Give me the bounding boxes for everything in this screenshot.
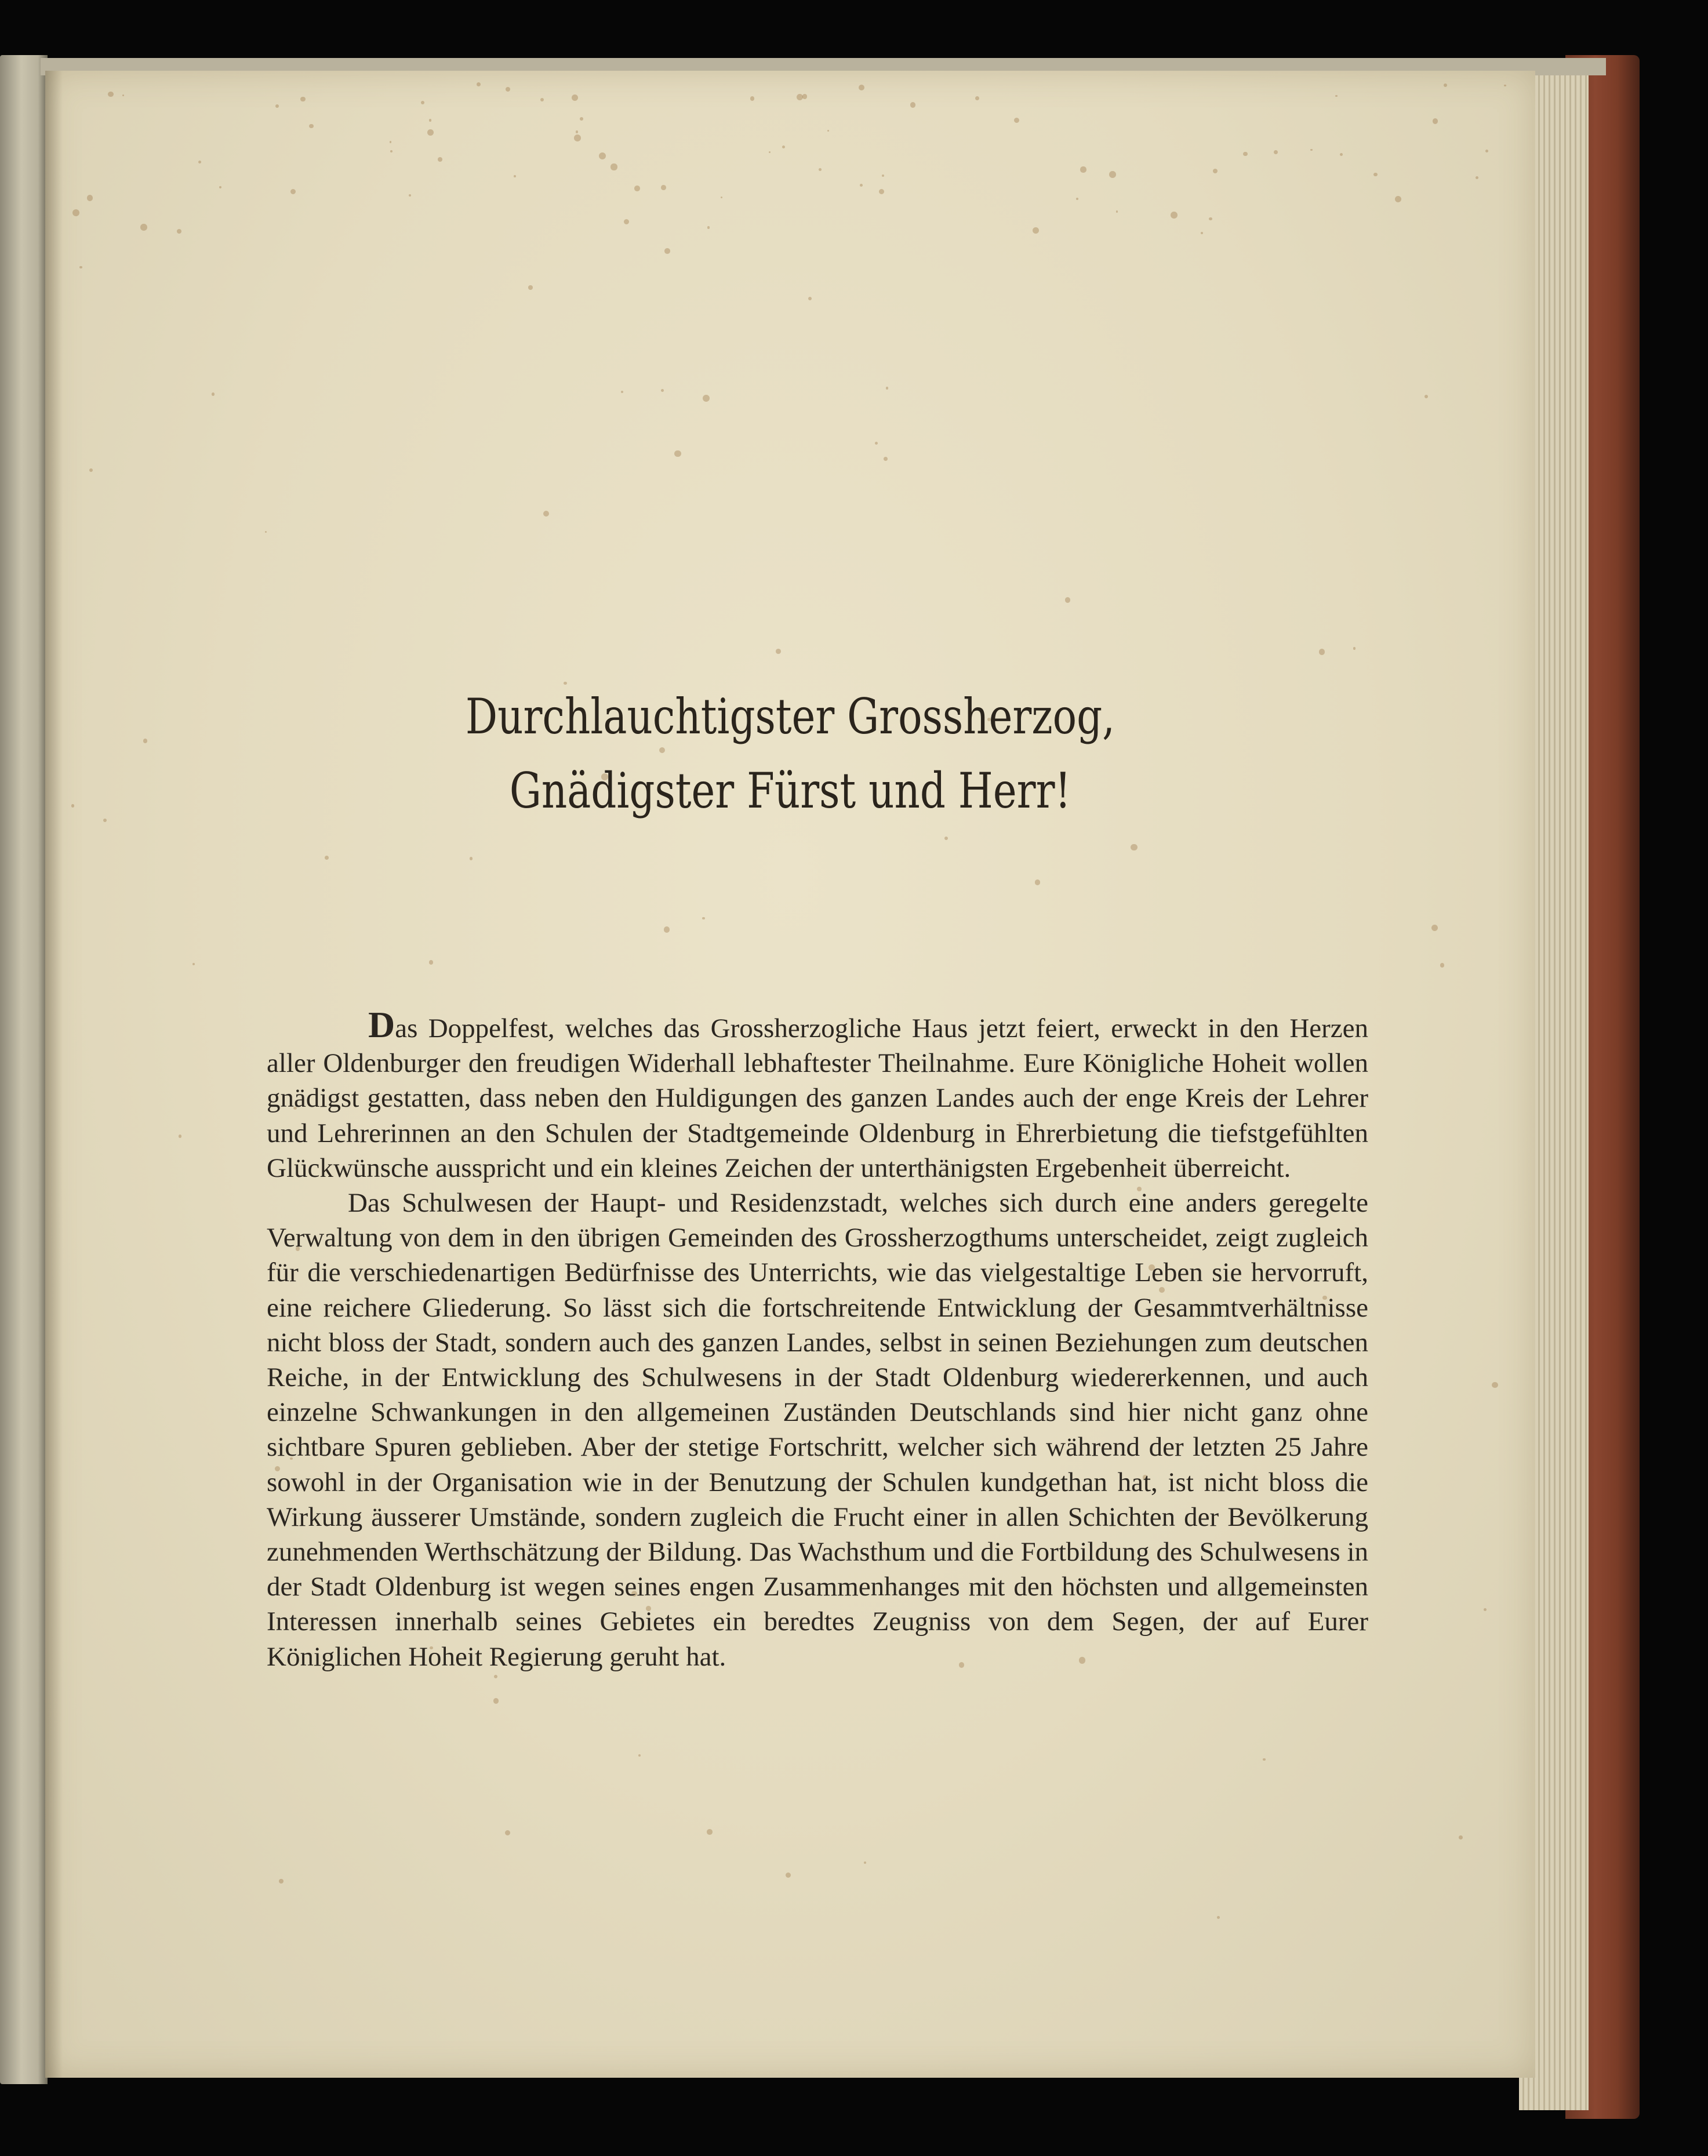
foxing-speck <box>1310 149 1313 151</box>
paragraph-1-text: as Doppelfest, welches das Grossherzogliche Haus jetzt feiert, erweckt in den Herzen aller Oldenburger den freudigen Widerhall lebhaftester Theilnahme. Eure Königliche Hoheit wollen gnädigst gestatten, dass neben den Huldigungen des ganzen Landes auch der enge Kreis der Lehrer und Lehrerinnen an den Schulen der Stadtgemeinde Oldenburg in Ehrerbietung die tiefstgefühlten Glückwünsche ausspricht und ein kleines Zeichen der unterthänigsten Ergebenheit überreicht. <box>267 1013 1368 1183</box>
foxing-speck <box>543 511 549 517</box>
binding-shadow <box>45 71 63 2078</box>
foxing-speck <box>882 174 884 177</box>
foxing-speck <box>707 1829 712 1834</box>
foxing-speck <box>769 151 771 153</box>
foxing-speck <box>860 184 863 187</box>
foxing-speck <box>179 1135 181 1137</box>
foxing-speck <box>72 209 79 216</box>
foxing-speck <box>290 189 296 194</box>
foxing-speck <box>1424 395 1428 398</box>
foxing-speck <box>1444 83 1447 87</box>
paragraph-2-text: Das Schulwesen der Haupt- und Residenzstadt, welches sich durch eine anders geregelte Verwaltung von dem in den übrigen Gemeinden des Grossherzogthums unterscheidet, zeigt zugleich für die verschiedenartigen Bedürfnisse des Unterrichts, wie das vielgestaltige Leben sie hervorruft, eine reichere Gliederung. So lässt sich die fortschreitende Entwicklung der Gesammtverhältnisse nicht bloss der Stadt, sondern auch des ganzen Landes, selbst in seinen Beziehungen zum deutschen Reiche, in der Entwicklung des Schulwesens in der Stadt Oldenburg wiedererkennen, und auch einzelne Schwankungen in den allgemeinen Zuständen Deutschlands sind hier nicht ganz ohne sichtbare Spuren geblieben. Aber der stetige Fortschritt, welcher sich während der letzten 25 Jahre sowohl in der Organisation wie in der Benutzung der Schulen kundgethan hat, ist nicht bloss die Wirkung äusserer Umstände, sondern zugleich die Frucht einer in allen Schichten der Bevölkerung zunehmenden Werthschätzung der Bildung. Das Wachsthum und die Fortbildung des Schulwesens in der Stadt Oldenburg ist wegen seines engen Zusammenhanges mit den höchsten und allgemeinsten Interessen innerhalb seines Gebietes ein beredtes Zeugniss von dem Segen, der auf Eurer Königlichen Hoheit Regierung geruht hat. <box>267 1188 1368 1672</box>
foxing-speck <box>910 102 915 107</box>
foxing-speck <box>879 189 884 194</box>
foxing-speck <box>540 98 544 102</box>
foxing-speck <box>429 960 434 965</box>
foxing-speck <box>875 442 878 445</box>
foxing-speck <box>1492 1382 1498 1388</box>
foxing-speck <box>275 104 279 108</box>
foxing-speck <box>859 85 864 90</box>
foxing-speck <box>599 152 606 159</box>
foxing-speck <box>703 395 710 402</box>
foxing-speck <box>661 389 664 392</box>
foxing-speck <box>494 1675 497 1678</box>
left-page-edge <box>0 55 48 2084</box>
foxing-speck <box>884 457 888 461</box>
foxing-speck <box>1373 173 1378 177</box>
foxing-speck <box>265 531 267 533</box>
foxing-speck <box>279 1879 284 1884</box>
foxing-speck <box>427 129 434 136</box>
foxing-speck <box>886 387 888 389</box>
foxing-speck <box>212 392 215 396</box>
foxing-speck <box>1035 879 1041 885</box>
foxing-speck <box>1476 176 1478 179</box>
foxing-speck <box>528 285 532 289</box>
foxing-speck <box>664 248 670 254</box>
foxing-speck <box>1340 153 1343 156</box>
foxing-speck <box>1433 118 1438 124</box>
foxing-speck <box>506 87 510 92</box>
foxing-speck <box>1485 150 1488 152</box>
foxing-speck <box>786 1873 791 1878</box>
page-title-line-1: Durchlauchtigster Grossherzog, <box>465 688 1115 745</box>
foxing-speck <box>429 119 431 121</box>
book-page <box>45 71 1535 2078</box>
foxing-speck <box>621 391 623 393</box>
body-text <box>267 1004 1368 1674</box>
foxing-speck <box>71 804 75 808</box>
foxing-speck <box>674 450 681 457</box>
foxing-speck <box>721 197 723 199</box>
foxing-speck <box>707 226 710 229</box>
foxing-speck <box>864 1861 866 1864</box>
foxing-speck <box>87 195 93 201</box>
foxing-speck <box>702 917 704 919</box>
foxing-speck <box>661 185 666 190</box>
foxing-speck <box>572 94 578 101</box>
foxing-speck <box>470 857 473 860</box>
foxing-speck <box>1263 1758 1265 1761</box>
foxing-speck <box>624 219 629 224</box>
foxing-speck <box>975 96 979 100</box>
foxing-speck <box>808 297 812 301</box>
foxing-speck <box>1116 210 1118 212</box>
foxing-speck <box>1504 85 1506 86</box>
foxing-speck <box>390 141 391 143</box>
foxing-speck <box>776 649 781 654</box>
foxing-speck <box>827 130 829 132</box>
foxing-speck <box>797 94 803 100</box>
foxing-speck <box>1431 925 1438 932</box>
foxing-speck <box>505 1830 510 1835</box>
foxing-speck <box>1319 649 1325 655</box>
foxing-speck <box>750 96 754 100</box>
foxing-speck <box>309 124 313 128</box>
foxing-speck <box>1484 1608 1487 1611</box>
foxing-speck <box>638 1754 641 1757</box>
foxing-speck <box>300 97 305 101</box>
foxing-speck <box>1213 169 1218 173</box>
foxing-speck <box>634 186 640 191</box>
page-title-line-2: Gnädigster Fürst und Herr! <box>509 762 1071 819</box>
foxing-speck <box>1209 217 1212 220</box>
foxing-speck <box>1201 232 1203 234</box>
foxing-speck <box>140 224 147 231</box>
foxing-speck <box>1274 150 1278 154</box>
foxing-speck <box>108 92 114 97</box>
foxing-speck <box>580 117 583 121</box>
foxing-speck <box>802 94 807 99</box>
foxing-speck <box>89 468 93 472</box>
foxing-speck <box>103 819 107 822</box>
foxing-speck <box>576 130 578 133</box>
foxing-speck <box>1080 166 1086 172</box>
foxing-speck <box>409 194 411 197</box>
foxing-speck <box>1459 1835 1463 1839</box>
foxing-speck <box>1171 212 1178 219</box>
foxing-speck <box>438 157 442 162</box>
foxing-speck <box>1076 198 1078 200</box>
foxing-speck <box>477 82 481 86</box>
foxing-speck <box>192 963 195 965</box>
foxing-speck <box>1335 95 1338 97</box>
foxing-speck <box>421 101 424 104</box>
foxing-speck <box>1131 844 1137 850</box>
foxing-speck <box>574 134 581 141</box>
foxing-speck <box>1033 227 1039 234</box>
foxing-speck <box>122 94 124 96</box>
foxing-speck <box>782 146 785 148</box>
foxing-speck <box>664 926 670 932</box>
foxing-speck <box>493 1698 499 1704</box>
foxing-speck <box>198 161 201 163</box>
foxing-speck <box>1243 152 1248 157</box>
foxing-speck <box>1440 963 1445 968</box>
foxing-speck <box>1395 196 1401 202</box>
paragraph-2 <box>267 1186 1368 1674</box>
foxing-speck <box>819 168 822 171</box>
foxing-speck <box>1217 1916 1220 1919</box>
initial-letter: D <box>368 1004 395 1045</box>
foxing-speck <box>1014 118 1020 123</box>
paragraph-1 <box>267 1004 1368 1186</box>
foxing-speck <box>325 856 329 860</box>
foxing-speck <box>390 150 393 152</box>
foxing-speck <box>610 163 617 170</box>
foxing-speck <box>514 175 516 177</box>
foxing-speck <box>219 186 222 189</box>
foxing-speck <box>177 229 181 234</box>
foxing-speck <box>1065 597 1071 603</box>
foxing-speck <box>79 266 82 269</box>
foxing-speck <box>143 739 147 743</box>
foxing-speck <box>1109 171 1116 178</box>
foxing-speck <box>944 837 948 840</box>
foxing-speck <box>1353 647 1356 650</box>
